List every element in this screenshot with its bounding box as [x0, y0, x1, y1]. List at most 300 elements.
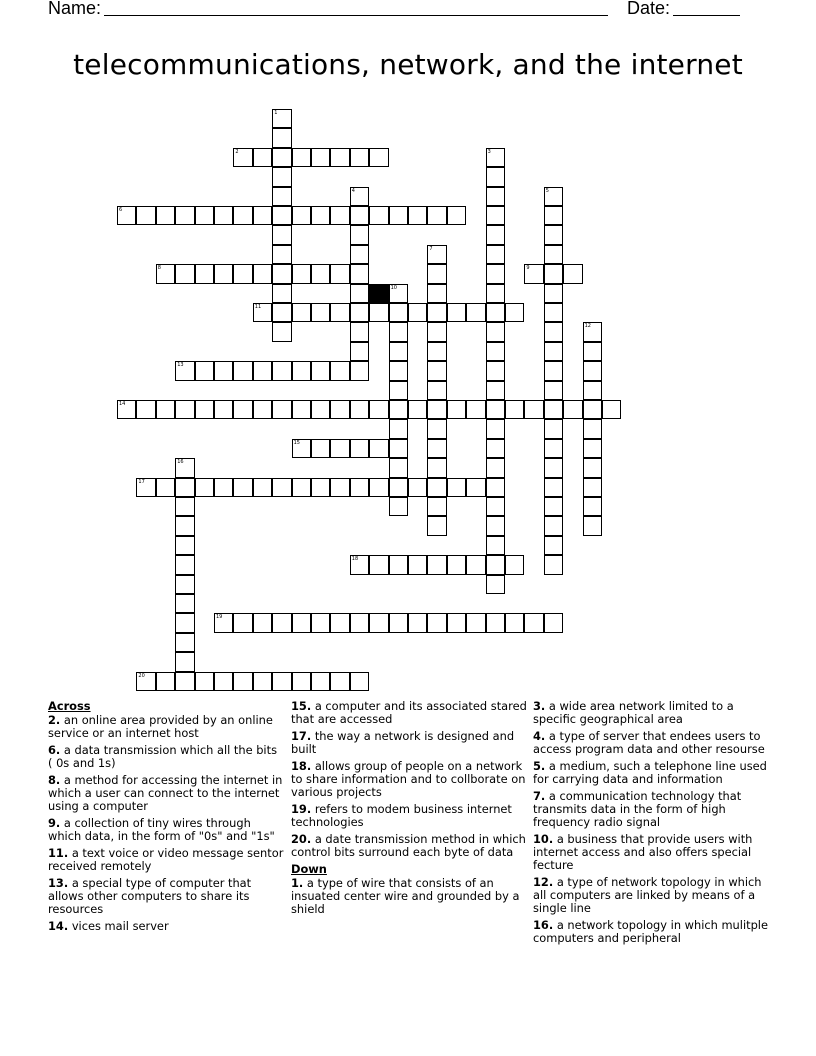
grid-cell[interactable] — [330, 613, 349, 632]
grid-cell[interactable] — [292, 613, 311, 632]
grid-cell[interactable] — [583, 361, 602, 380]
grid-cell[interactable] — [350, 148, 369, 167]
grid-cell[interactable] — [292, 439, 311, 458]
grid-cell[interactable] — [330, 361, 349, 380]
grid-cell[interactable] — [486, 536, 505, 555]
grid-cell[interactable] — [195, 361, 214, 380]
grid-cell[interactable] — [175, 264, 194, 283]
grid-cell[interactable] — [427, 458, 446, 477]
clue-across-6 — [48, 744, 284, 770]
grid-cell[interactable] — [214, 478, 233, 497]
grid-cell[interactable] — [350, 361, 369, 380]
grid-cell[interactable] — [544, 497, 563, 516]
grid-cell[interactable] — [544, 555, 563, 574]
cell-number: 18 — [351, 556, 359, 563]
grid-cell[interactable] — [544, 361, 563, 380]
grid-cell[interactable] — [486, 516, 505, 535]
grid-cell[interactable] — [583, 400, 602, 419]
grid-cell[interactable] — [524, 264, 543, 283]
grid-cell[interactable] — [272, 613, 291, 632]
grid-cell[interactable] — [427, 361, 446, 380]
grid-cell[interactable] — [389, 400, 408, 419]
clue-across-2 — [48, 714, 284, 740]
grid-cell[interactable] — [195, 264, 214, 283]
grid-cell[interactable] — [175, 206, 194, 225]
grid-cell[interactable] — [272, 109, 291, 128]
grid-cell[interactable] — [311, 303, 330, 322]
grid-cell[interactable] — [486, 187, 505, 206]
grid-cell[interactable] — [214, 400, 233, 419]
grid-cell[interactable] — [253, 478, 272, 497]
cell-number: 1 — [274, 110, 278, 116]
clue-number: 8. — [48, 773, 61, 788]
grid-cell[interactable] — [350, 284, 369, 303]
grid-cell[interactable] — [389, 613, 408, 632]
grid-cell[interactable] — [156, 264, 175, 283]
clue-across-18 — [291, 760, 527, 800]
grid-cell[interactable] — [292, 303, 311, 322]
cell-number: 11 — [254, 304, 262, 310]
grid-cell[interactable] — [233, 672, 252, 691]
grid-cell[interactable] — [136, 478, 155, 497]
grid-cell[interactable] — [486, 361, 505, 380]
grid-cell[interactable] — [233, 361, 252, 380]
grid-cell[interactable] — [389, 342, 408, 361]
grid-cell[interactable] — [175, 633, 194, 652]
grid-cell[interactable] — [389, 322, 408, 341]
cell-number: 20 — [138, 672, 145, 679]
grid-cell[interactable] — [156, 672, 175, 691]
grid-cell[interactable] — [389, 419, 408, 438]
clue-number: 12. — [533, 874, 554, 889]
grid-cell[interactable] — [253, 613, 272, 632]
grid-cell[interactable] — [466, 555, 485, 574]
grid-cell[interactable] — [117, 400, 136, 419]
grid-cell[interactable] — [447, 478, 466, 497]
grid-cell[interactable] — [272, 478, 291, 497]
grid-cell[interactable] — [427, 613, 446, 632]
grid-cell[interactable] — [544, 187, 563, 206]
clue-text: a communication technology that transmits data in the form of high frequency radio signal — [533, 788, 742, 830]
grid-cell[interactable] — [272, 322, 291, 341]
grid-cell[interactable] — [311, 264, 330, 283]
clue-down-1 — [291, 877, 527, 917]
grid-cell[interactable] — [544, 206, 563, 225]
clues-column-3 — [533, 700, 769, 949]
grid-cell[interactable] — [350, 400, 369, 419]
grid-cell[interactable] — [311, 478, 330, 497]
grid-cell[interactable] — [389, 381, 408, 400]
grid-cell[interactable] — [311, 361, 330, 380]
grid-cell[interactable] — [389, 497, 408, 516]
grid-cell[interactable] — [195, 206, 214, 225]
grid-cell[interactable] — [292, 361, 311, 380]
clue-text: a special type of computer that allows other computers to share its resources — [48, 875, 252, 917]
grid-cell[interactable] — [195, 400, 214, 419]
grid-cell[interactable] — [156, 206, 175, 225]
grid-cell[interactable] — [466, 400, 485, 419]
grid-cell[interactable] — [486, 381, 505, 400]
clue-text: a text voice or video message sentor received remotely — [48, 846, 284, 874]
grid-cell[interactable] — [311, 613, 330, 632]
grid-cell[interactable] — [253, 148, 272, 167]
grid-cell[interactable] — [233, 613, 252, 632]
grid-cell[interactable] — [486, 497, 505, 516]
grid-cell[interactable] — [486, 284, 505, 303]
grid-cell[interactable] — [330, 439, 349, 458]
grid-cell[interactable] — [330, 400, 349, 419]
grid-cell[interactable] — [583, 322, 602, 341]
grid-cell[interactable] — [214, 264, 233, 283]
grid-cell[interactable] — [427, 439, 446, 458]
clue-text: a type of network topology in which all computers are linked by means of a single line — [533, 874, 762, 916]
grid-cell[interactable] — [486, 167, 505, 186]
grid-cell[interactable] — [272, 206, 291, 225]
grid-cell[interactable] — [175, 361, 194, 380]
grid-cell[interactable] — [486, 613, 505, 632]
grid-cell[interactable] — [311, 672, 330, 691]
clue-number: 18. — [291, 758, 312, 773]
grid-cell[interactable] — [369, 613, 388, 632]
clue-number: 20. — [291, 831, 312, 846]
grid-cell[interactable] — [427, 555, 446, 574]
grid-cell[interactable] — [466, 478, 485, 497]
grid-cell[interactable] — [427, 264, 446, 283]
grid-cell[interactable] — [505, 613, 524, 632]
grid-cell[interactable] — [486, 264, 505, 283]
clue-number: 9. — [48, 816, 61, 831]
clue-number: 16. — [533, 918, 554, 933]
clue-text: a network topology in which mulitple computers and peripheral — [533, 918, 768, 946]
grid-block — [369, 284, 388, 303]
grid-cell[interactable] — [292, 478, 311, 497]
grid-cell[interactable] — [583, 497, 602, 516]
grid-cell[interactable] — [583, 439, 602, 458]
clue-number: 13. — [48, 875, 69, 890]
grid-cell[interactable] — [272, 128, 291, 147]
grid-cell[interactable] — [350, 225, 369, 244]
grid-cell[interactable] — [253, 672, 272, 691]
grid-cell[interactable] — [486, 245, 505, 264]
grid-cell[interactable] — [175, 613, 194, 632]
grid-cell[interactable] — [369, 555, 388, 574]
grid-cell[interactable] — [350, 478, 369, 497]
clue-text: a data transmission which all the bits ( 0s and 1s) — [48, 743, 277, 771]
clue-across-19 — [291, 803, 527, 829]
grid-cell[interactable] — [447, 613, 466, 632]
grid-cell[interactable] — [544, 419, 563, 438]
grid-cell[interactable] — [292, 264, 311, 283]
grid-cell[interactable] — [195, 672, 214, 691]
clue-text: a type of wire that consists of an insuated center wire and grounded by a shield — [291, 875, 520, 917]
grid-cell[interactable] — [253, 361, 272, 380]
clue-text: a collection of tiny wires through which data, in the form of "0s" and "1s" — [48, 816, 275, 844]
grid-cell[interactable] — [195, 478, 214, 497]
grid-cell[interactable] — [427, 342, 446, 361]
grid-cell[interactable] — [544, 536, 563, 555]
grid-cell[interactable] — [486, 478, 505, 497]
grid-cell[interactable] — [311, 400, 330, 419]
grid-cell[interactable] — [602, 400, 621, 419]
grid-cell[interactable] — [544, 381, 563, 400]
grid-cell[interactable] — [486, 555, 505, 574]
grid-cell[interactable] — [350, 245, 369, 264]
grid-cell[interactable] — [214, 361, 233, 380]
grid-cell[interactable] — [350, 555, 369, 574]
grid-cell[interactable] — [524, 400, 543, 419]
clue-number: 6. — [48, 743, 61, 758]
grid-cell[interactable] — [447, 303, 466, 322]
grid-cell[interactable] — [427, 284, 446, 303]
clue-across-13 — [48, 877, 284, 917]
grid-cell[interactable] — [486, 303, 505, 322]
grid-cell[interactable] — [272, 225, 291, 244]
clue-number: 14. — [48, 919, 69, 934]
grid-cell[interactable] — [330, 478, 349, 497]
grid-cell[interactable] — [486, 575, 505, 594]
grid-cell[interactable] — [486, 458, 505, 477]
grid-cell[interactable] — [427, 497, 446, 516]
grid-cell[interactable] — [447, 206, 466, 225]
grid-cell[interactable] — [175, 516, 194, 535]
grid-cell[interactable] — [583, 458, 602, 477]
grid-cell[interactable] — [427, 381, 446, 400]
grid-cell[interactable] — [117, 206, 136, 225]
grid-cell[interactable] — [389, 284, 408, 303]
grid-cell[interactable] — [408, 400, 427, 419]
grid-cell[interactable] — [505, 303, 524, 322]
grid-cell[interactable] — [466, 303, 485, 322]
grid-cell[interactable] — [350, 206, 369, 225]
grid-cell[interactable] — [544, 245, 563, 264]
cell-number: 9 — [526, 265, 530, 272]
grid-cell[interactable] — [544, 439, 563, 458]
page-title: telecommunications, network, and the internet — [73, 48, 743, 81]
grid-cell[interactable] — [369, 478, 388, 497]
cell-number: 10 — [390, 284, 397, 291]
clue-number: 7. — [533, 788, 546, 803]
grid-cell[interactable] — [389, 439, 408, 458]
grid-cell[interactable] — [408, 206, 427, 225]
clue-text: allows group of people on a network to share information and to collborate on various projects — [291, 758, 526, 800]
grid-cell[interactable] — [544, 303, 563, 322]
grid-cell[interactable] — [486, 225, 505, 244]
grid-cell[interactable] — [466, 613, 485, 632]
grid-cell[interactable] — [350, 342, 369, 361]
grid-cell[interactable] — [369, 148, 388, 167]
grid-cell[interactable] — [175, 652, 194, 671]
grid-cell[interactable] — [253, 303, 272, 322]
grid-cell[interactable] — [486, 400, 505, 419]
clue-down-10 — [533, 833, 769, 873]
grid-cell[interactable] — [486, 148, 505, 167]
grid-cell[interactable] — [214, 613, 233, 632]
grid-cell[interactable] — [233, 148, 252, 167]
cell-number: 7 — [429, 245, 433, 252]
grid-cell[interactable] — [272, 148, 291, 167]
cell-number: 8 — [157, 265, 161, 272]
grid-cell[interactable] — [408, 555, 427, 574]
grid-cell[interactable] — [583, 381, 602, 400]
grid-cell[interactable] — [563, 264, 582, 283]
grid-cell[interactable] — [292, 206, 311, 225]
clue-text: a method for accessing the internet in which a user can connect to the internet using a computer — [48, 773, 283, 814]
grid-cell[interactable] — [544, 342, 563, 361]
grid-cell[interactable] — [583, 516, 602, 535]
clue-down-12 — [533, 876, 769, 916]
grid-cell[interactable] — [447, 400, 466, 419]
grid-cell[interactable] — [233, 206, 252, 225]
grid-cell[interactable] — [330, 672, 349, 691]
clue-across-8 — [48, 774, 284, 814]
clue-across-11 — [48, 847, 284, 873]
cell-number: 4 — [351, 187, 355, 194]
grid-cell[interactable] — [330, 206, 349, 225]
grid-cell[interactable] — [330, 148, 349, 167]
grid-cell[interactable] — [486, 206, 505, 225]
grid-cell[interactable] — [369, 206, 388, 225]
cell-number: 17 — [138, 478, 145, 485]
clue-text: a business that provide users with internet access and also offers special fecture — [533, 831, 753, 873]
grid-cell[interactable] — [330, 303, 349, 322]
grid-cell[interactable] — [544, 264, 563, 283]
grid-cell[interactable] — [369, 303, 388, 322]
grid-cell[interactable] — [350, 264, 369, 283]
grid-cell[interactable] — [544, 400, 563, 419]
grid-cell[interactable] — [544, 478, 563, 497]
grid-cell[interactable] — [427, 322, 446, 341]
cell-number: 12 — [584, 323, 591, 330]
grid-cell[interactable] — [292, 672, 311, 691]
grid-cell[interactable] — [233, 478, 252, 497]
grid-cell[interactable] — [156, 478, 175, 497]
grid-cell[interactable] — [272, 264, 291, 283]
grid-cell[interactable] — [292, 148, 311, 167]
grid-cell[interactable] — [350, 303, 369, 322]
grid-cell[interactable] — [544, 613, 563, 632]
grid-cell[interactable] — [156, 400, 175, 419]
grid-cell[interactable] — [272, 400, 291, 419]
grid-cell[interactable] — [427, 400, 446, 419]
grid-cell[interactable] — [427, 478, 446, 497]
grid-cell[interactable] — [253, 264, 272, 283]
grid-cell[interactable] — [214, 672, 233, 691]
grid-cell[interactable] — [136, 672, 155, 691]
grid-cell[interactable] — [311, 148, 330, 167]
clue-across-17 — [291, 730, 527, 756]
grid-cell[interactable] — [544, 458, 563, 477]
grid-cell[interactable] — [233, 264, 252, 283]
grid-cell[interactable] — [136, 206, 155, 225]
grid-cell[interactable] — [272, 284, 291, 303]
grid-cell[interactable] — [544, 284, 563, 303]
grid-cell[interactable] — [272, 672, 291, 691]
grid-cell[interactable] — [253, 206, 272, 225]
grid-cell[interactable] — [233, 400, 252, 419]
grid-cell[interactable] — [524, 613, 543, 632]
grid-cell[interactable] — [272, 361, 291, 380]
grid-cell[interactable] — [175, 400, 194, 419]
grid-cell[interactable] — [292, 400, 311, 419]
grid-cell[interactable] — [272, 167, 291, 186]
grid-cell[interactable] — [427, 245, 446, 264]
clue-number: 17. — [291, 728, 312, 743]
grid-cell[interactable] — [486, 419, 505, 438]
cell-number: 5 — [545, 187, 549, 194]
grid-cell[interactable] — [369, 400, 388, 419]
grid-cell[interactable] — [486, 342, 505, 361]
clue-number: 1. — [291, 875, 304, 890]
grid-cell[interactable] — [486, 439, 505, 458]
grid-cell[interactable] — [214, 206, 233, 225]
grid-cell[interactable] — [350, 322, 369, 341]
grid-cell[interactable] — [330, 264, 349, 283]
grid-cell[interactable] — [583, 419, 602, 438]
grid-cell[interactable] — [486, 322, 505, 341]
grid-cell[interactable] — [563, 400, 582, 419]
grid-cell[interactable] — [544, 516, 563, 535]
grid-cell[interactable] — [175, 478, 194, 497]
grid-cell[interactable] — [583, 478, 602, 497]
grid-cell[interactable] — [175, 555, 194, 574]
grid-cell[interactable] — [389, 361, 408, 380]
grid-cell[interactable] — [389, 303, 408, 322]
grid-cell[interactable] — [272, 303, 291, 322]
grid-cell[interactable] — [583, 342, 602, 361]
grid-cell[interactable] — [447, 555, 466, 574]
clue-down-16 — [533, 919, 769, 945]
grid-cell[interactable] — [175, 575, 194, 594]
grid-cell[interactable] — [389, 206, 408, 225]
grid-cell[interactable] — [389, 555, 408, 574]
grid-cell[interactable] — [272, 245, 291, 264]
grid-cell[interactable] — [389, 478, 408, 497]
grid-cell[interactable] — [350, 672, 369, 691]
grid-cell[interactable] — [311, 206, 330, 225]
grid-cell[interactable] — [505, 555, 524, 574]
grid-cell[interactable] — [505, 400, 524, 419]
grid-cell[interactable] — [175, 536, 194, 555]
grid-cell[interactable] — [389, 458, 408, 477]
clue-text: an online area provided by an online service or an internet host — [48, 713, 273, 741]
grid-cell[interactable] — [427, 419, 446, 438]
grid-cell[interactable] — [369, 439, 388, 458]
grid-cell[interactable] — [544, 225, 563, 244]
grid-cell[interactable] — [408, 478, 427, 497]
grid-cell[interactable] — [311, 439, 330, 458]
grid-cell[interactable] — [427, 516, 446, 535]
cell-number: 16 — [177, 459, 184, 466]
grid-cell[interactable] — [350, 613, 369, 632]
grid-cell[interactable] — [272, 187, 291, 206]
grid-cell[interactable] — [253, 400, 272, 419]
grid-cell[interactable] — [175, 594, 194, 613]
grid-cell[interactable] — [544, 322, 563, 341]
grid-cell[interactable] — [136, 400, 155, 419]
grid-cell[interactable] — [175, 497, 194, 516]
clue-text: a date transmission method in which control bits surround each byte of data — [291, 831, 526, 860]
grid-cell[interactable] — [350, 187, 369, 206]
date-label: Date: — [627, 0, 671, 18]
grid-cell[interactable] — [427, 303, 446, 322]
grid-cell[interactable] — [350, 439, 369, 458]
clue-number: 3. — [533, 699, 546, 713]
grid-cell[interactable] — [408, 613, 427, 632]
grid-cell[interactable] — [427, 206, 446, 225]
grid-cell[interactable] — [408, 303, 427, 322]
grid-cell[interactable] — [175, 672, 194, 691]
grid-cell[interactable] — [175, 458, 194, 477]
